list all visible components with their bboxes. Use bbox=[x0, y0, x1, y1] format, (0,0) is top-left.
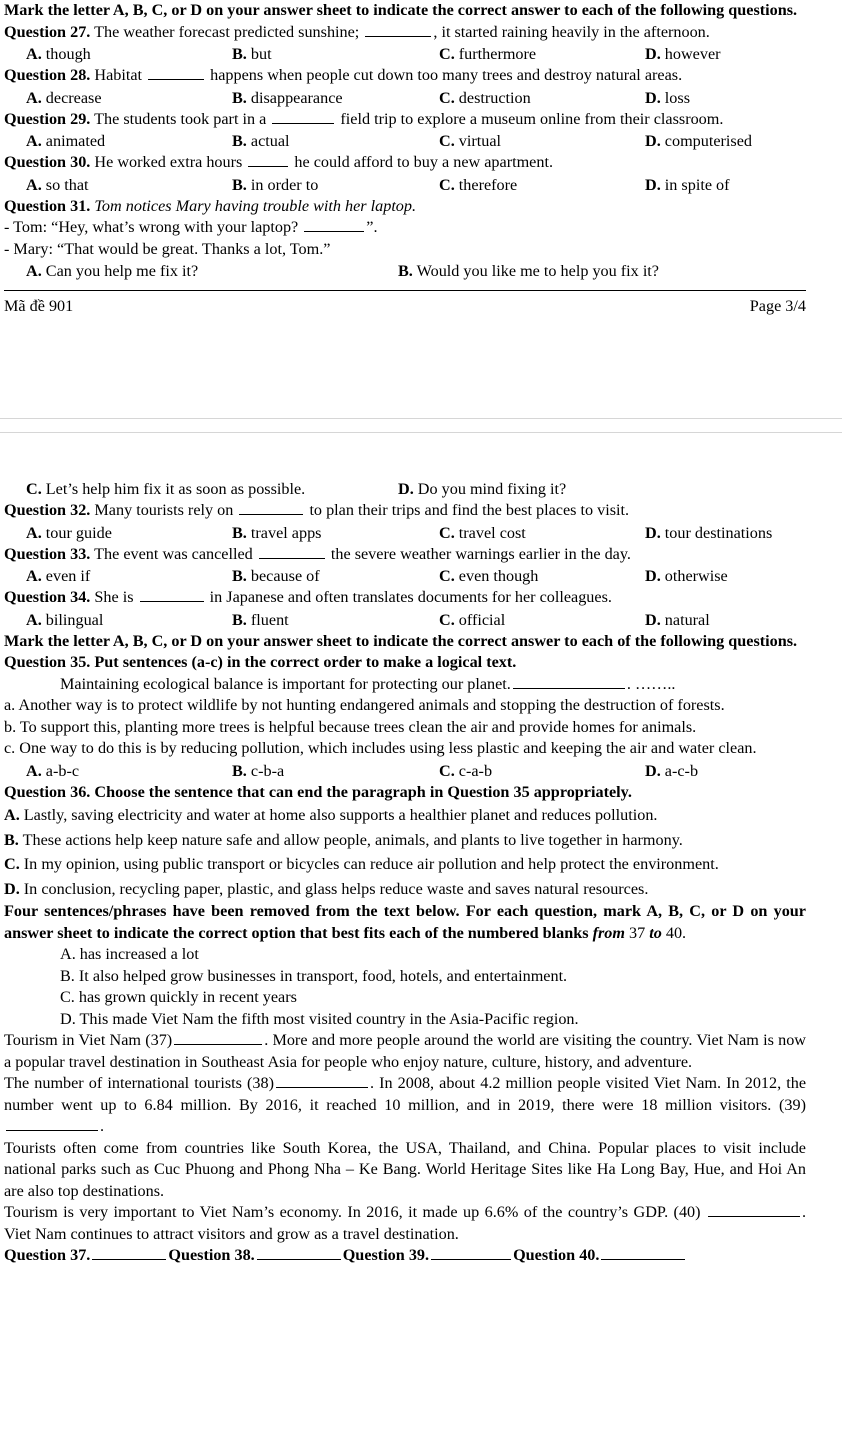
choice-b: B. It also helped grow businesses in transport, food, hotels, and entertainment. bbox=[60, 966, 568, 985]
option-b[interactable]: B. actual bbox=[232, 132, 290, 150]
option-a[interactable]: A. even if bbox=[26, 567, 91, 585]
question-27: Question 27. The weather forecast predicted sunshine; , it started raining heavily in the afternoon. A. though B. but C. furthermore D. however bbox=[4, 22, 806, 66]
option-b[interactable]: B. These actions help keep nature safe and allow people, animals, and plants to live together in harmony. bbox=[4, 830, 683, 849]
option-c[interactable]: C. travel cost bbox=[439, 523, 526, 542]
page-number: Page 3/4 bbox=[749, 297, 806, 315]
question-34: Question 34. She is in Japanese and often translates documents for her colleagues. A. bilingual B. fluent C. official D. natural bbox=[4, 587, 806, 631]
option-c[interactable]: C. therefore bbox=[439, 175, 518, 194]
answer-blank[interactable] bbox=[248, 152, 288, 167]
options bbox=[4, 760, 806, 782]
question-36: Question 36. Choose the sentence that can end the paragraph in Question 35 appropriately. A. Lastly, saving electricity and water at home also supports a healthier planet and reduces pollution. B. These actions help keep nature safe and allow people, animals, and plants to live together in harmony. C. In my opinion, using public transport or bicycles can reduce air pollution and help protect the environment. D. In conclusion, recycling paper, plastic, and glass helps reduce waste and saves natural resources. bbox=[4, 782, 806, 902]
answer-blank[interactable] bbox=[304, 217, 364, 232]
option-c[interactable]: C. even though bbox=[439, 567, 539, 585]
answer-blank[interactable] bbox=[259, 544, 325, 559]
exam-code: Mã đề 901 bbox=[4, 297, 74, 315]
option-c[interactable]: C. furthermore bbox=[439, 45, 537, 63]
instruction-heading: Mark the letter A, B, C, or D on your answer sheet to indicate the correct answer to each of the following questions. bbox=[4, 1, 798, 19]
reading-passage: Tourism in Viet Nam (37) . More and more people around the world are visiting the country. Viet Nam is now a popular travel destination in Southeast Asia for people who enjoy nature, culture, history, and adventure. The number of international tourists (38) . In 2008, about 4.2 million people visited Viet Nam. In 2012, the number went up to 6.84 million. By 2016, it reached 10 million, and in 2019, there were 18 million visitors. (39). Tourists often come from countries like South Korea, the USA, Thailand, and China. Popular places to visit include national parks such as Cuc Phuong and Phong Nha – Ke Bang. World Heritage Sites like Ha Long Bay, Hue, and Hoi An are also top destinations. Tourism is very important to Viet Nam’s economy. In 2016, it made up 6.6% of the country’s GDP. (40) . Viet Nam continues to attract visitors and grow as a travel destination. bbox=[4, 1031, 807, 1243]
answer-blank[interactable] bbox=[239, 500, 303, 515]
options bbox=[4, 522, 806, 544]
question-28: Question 28. Habitat happens when people cut down too many trees and destroy natural areas. A. decrease B. disappearance C. destruction D. loss bbox=[4, 65, 806, 109]
option-b[interactable]: B. but bbox=[232, 45, 272, 63]
option-d[interactable]: D. tour destinations bbox=[645, 523, 773, 542]
choice-d: D. This made Viet Nam the fifth most visited country in the Asia-Pacific region. bbox=[60, 1009, 579, 1028]
question-30: Question 30. He worked extra hours he could afford to buy a new apartment. A. so that B. in order to C. therefore D. in spite of bbox=[4, 152, 806, 196]
answer-blank[interactable] bbox=[272, 109, 334, 124]
answer-blank[interactable] bbox=[513, 674, 625, 689]
option-b[interactable]: B. because of bbox=[232, 567, 320, 585]
options bbox=[4, 130, 806, 152]
option-b[interactable]: B. travel apps bbox=[232, 523, 322, 542]
option-b[interactable]: B. c-b-a bbox=[232, 761, 285, 780]
option-a[interactable]: A. Can you help me fix it? bbox=[26, 262, 199, 280]
options bbox=[4, 565, 806, 587]
page-separator bbox=[0, 418, 842, 419]
option-d[interactable]: D. loss bbox=[645, 88, 690, 107]
option-d[interactable]: D. In conclusion, recycling paper, plastic, and glass helps reduce waste and saves natural resources. bbox=[4, 879, 649, 898]
answer-37[interactable] bbox=[92, 1245, 166, 1260]
sentence-a: a. Another way is to protect wildlife by not hunting endangered animals and stopping the destruction of forests. bbox=[4, 696, 725, 714]
option-d[interactable]: D. otherwise bbox=[645, 567, 728, 585]
option-a[interactable]: A. so that bbox=[26, 175, 89, 194]
choice-a: A. has increased a lot bbox=[60, 945, 199, 963]
option-c[interactable]: C. virtual bbox=[439, 132, 502, 150]
option-c[interactable]: C. destruction bbox=[439, 88, 531, 107]
option-a[interactable]: A. Lastly, saving electricity and water at home also supports a healthier planet and reduces pollution. bbox=[4, 806, 658, 824]
question-35: Question 35. Put sentences (a-c) in the correct order to make a logical text. Maintaining ecological balance is important for protecting our planet. . …….. a. Another way is to protect wildlife by not hunting endangered animals and stopping the destruction of forests. b. To support this, planting more trees is helpful because trees clean the air and provide homes for animals. c. One way to do this is by reducing pollution, which includes using less plastic and keeping the air and water clean. A. a-b-c B. c-b-a C. c-a-b D. a-c-b bbox=[4, 652, 806, 782]
question-31-options-continued bbox=[4, 478, 806, 500]
option-c[interactable]: C. In my opinion, using public transport or bicycles can reduce air pollution and help protect the environment. bbox=[4, 855, 719, 873]
sentence-c: c. One way to do this is by reducing pollution, which includes using less plastic and keeping the air and water clean. bbox=[4, 739, 757, 757]
blank-40[interactable] bbox=[708, 1202, 800, 1217]
option-b[interactable]: B. in order to bbox=[232, 175, 319, 194]
exam-page-4 bbox=[0, 478, 842, 1430]
option-b[interactable]: B. disappearance bbox=[232, 88, 343, 107]
answer-blank[interactable] bbox=[140, 587, 204, 602]
question-29: Question 29. The students took part in a field trip to explore a museum online from their classroom. A. animated B. actual C. virtual D. computerised bbox=[4, 109, 806, 153]
options bbox=[4, 174, 806, 196]
answer-38[interactable] bbox=[257, 1245, 341, 1260]
page-separator bbox=[0, 432, 842, 433]
page-gap bbox=[0, 388, 842, 478]
choice-list bbox=[4, 944, 806, 1030]
option-a[interactable]: A. animated bbox=[26, 132, 106, 150]
instruction-heading: Four sentences/phrases have been removed from the text below. For each question, mark A, B, C, or D on your answer sheet to indicate the correct option that best fits each of the numbered blanks from 37 to 40. bbox=[4, 902, 806, 942]
option-a[interactable]: A. decrease bbox=[26, 88, 102, 107]
option-a[interactable]: A. though bbox=[26, 45, 91, 63]
question-33: Question 33. The event was cancelled the severe weather warnings earlier in the day. A. even if B. because of C. even though D. otherwise bbox=[4, 544, 806, 588]
sentence-b: b. To support this, planting more trees is helpful because trees clean the air and provide homes for animals. bbox=[4, 717, 697, 736]
answer-40[interactable] bbox=[601, 1245, 685, 1260]
option-d[interactable]: D. natural bbox=[645, 610, 710, 629]
answer-blank[interactable] bbox=[365, 22, 431, 37]
answer-blank[interactable] bbox=[148, 65, 204, 80]
exam-page-3 bbox=[0, 0, 842, 388]
option-d[interactable]: D. Do you mind fixing it? bbox=[398, 480, 567, 498]
option-d[interactable]: D. a-c-b bbox=[645, 761, 699, 780]
option-c[interactable]: C. Let’s help him fix it as soon as possible. bbox=[26, 480, 306, 498]
option-c[interactable]: C. official bbox=[439, 610, 506, 629]
answer-39[interactable] bbox=[431, 1245, 511, 1260]
choice-c: C. has grown quickly in recent years bbox=[60, 988, 297, 1006]
options bbox=[4, 609, 806, 631]
instruction-heading: Mark the letter A, B, C, or D on your answer sheet to indicate the correct answer to each of the following questions. bbox=[4, 631, 798, 650]
option-d[interactable]: D. however bbox=[645, 45, 721, 63]
option-c[interactable]: C. c-a-b bbox=[439, 761, 493, 780]
question-32: Question 32. Many tourists rely on to plan their trips and find the best places to visit. A. tour guide B. travel apps C. travel cost D. tour destinations bbox=[4, 500, 806, 544]
options bbox=[4, 43, 806, 65]
option-b[interactable]: B. Would you like me to help you fix it? bbox=[398, 262, 659, 280]
page-footer bbox=[4, 290, 806, 317]
blank-37[interactable] bbox=[174, 1030, 262, 1045]
option-d[interactable]: D. in spite of bbox=[645, 175, 730, 194]
options bbox=[4, 87, 806, 109]
answer-row: Question 37. Question 38. Question 39. Question 40. bbox=[4, 1245, 806, 1267]
option-b[interactable]: B. fluent bbox=[232, 610, 289, 629]
option-a[interactable]: A. bilingual bbox=[26, 610, 104, 629]
option-a[interactable]: A. a-b-c bbox=[26, 761, 80, 780]
options bbox=[4, 260, 806, 282]
blank-39[interactable] bbox=[6, 1116, 98, 1131]
option-a[interactable]: A. tour guide bbox=[26, 523, 112, 542]
question-31: Question 31. Tom notices Mary having trouble with her laptop. - Tom: “Hey, what’s wrong with your laptop? ”. - Mary: “That would be great. Thanks a lot, Tom.” A. Can you help me fix it? B. Would you like me to help you fix it? bbox=[4, 196, 806, 283]
option-d[interactable]: D. computerised bbox=[645, 132, 753, 150]
blank-38[interactable] bbox=[276, 1073, 368, 1088]
